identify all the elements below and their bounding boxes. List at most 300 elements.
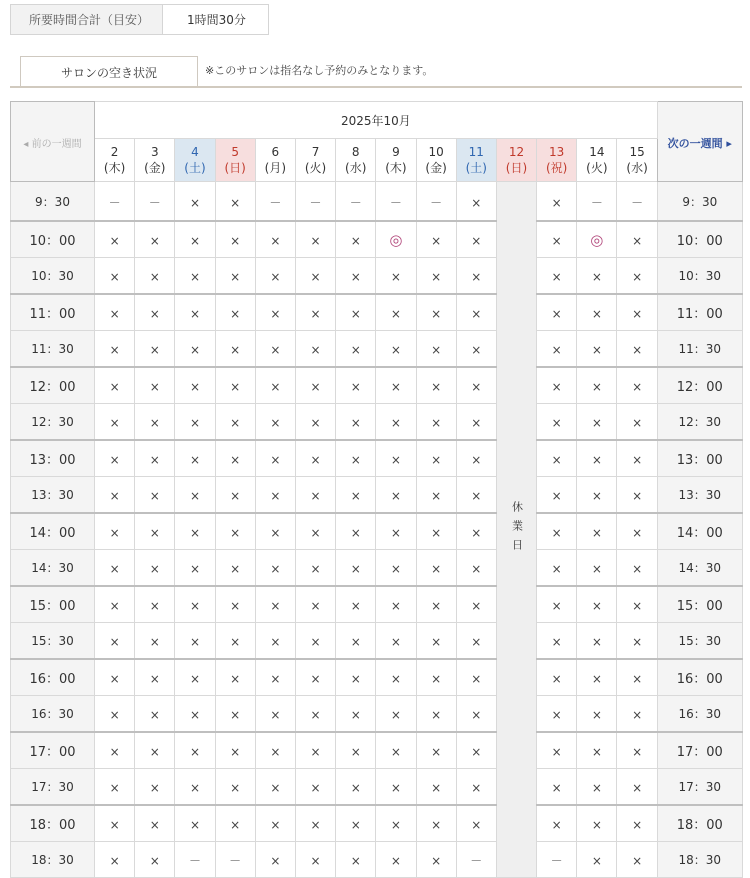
slot-mark: × bbox=[189, 234, 200, 248]
slot-mark: × bbox=[270, 599, 281, 613]
slot-cell bbox=[255, 513, 295, 550]
time-row bbox=[11, 696, 743, 733]
slot-mark: × bbox=[109, 708, 120, 722]
day-header bbox=[295, 139, 335, 182]
slot-mark: × bbox=[551, 270, 562, 284]
slot-mark: × bbox=[109, 526, 120, 540]
slot-mark: × bbox=[310, 307, 321, 321]
slot-cell bbox=[416, 659, 456, 696]
slot-cell bbox=[255, 805, 295, 842]
slot-mark: × bbox=[551, 562, 562, 576]
slot-cell bbox=[215, 440, 255, 477]
slot-cell bbox=[537, 440, 577, 477]
slot-cell bbox=[336, 258, 376, 295]
slot-cell bbox=[577, 258, 617, 295]
slot-mark: × bbox=[632, 854, 643, 868]
slot-cell bbox=[456, 294, 496, 331]
day-number: 8 bbox=[351, 145, 360, 159]
slot-cell bbox=[617, 367, 657, 404]
time-label: 15：30 bbox=[657, 623, 742, 660]
slot-cell bbox=[577, 367, 617, 404]
slot-cell bbox=[416, 805, 456, 842]
slot-cell bbox=[295, 842, 335, 878]
slot-mark: × bbox=[189, 818, 200, 832]
slot-mark: × bbox=[350, 380, 361, 394]
slot-cell bbox=[577, 550, 617, 587]
slot-mark: × bbox=[149, 781, 160, 795]
slot-mark: × bbox=[109, 635, 120, 649]
available-slot[interactable] bbox=[376, 221, 416, 258]
slot-mark: × bbox=[350, 234, 361, 248]
day-header bbox=[577, 139, 617, 182]
slot-mark: × bbox=[310, 234, 321, 248]
day-number: 4 bbox=[191, 145, 199, 159]
slot-cell bbox=[376, 842, 416, 878]
time-label: 10：30 bbox=[11, 258, 95, 295]
time-row bbox=[11, 769, 743, 806]
slot-cell bbox=[135, 221, 175, 258]
slot-cell bbox=[537, 586, 577, 623]
slot-cell bbox=[456, 659, 496, 696]
slot-cell bbox=[135, 623, 175, 660]
slot-cell bbox=[175, 696, 215, 733]
slot-mark: × bbox=[632, 562, 643, 576]
slot-mark: × bbox=[149, 270, 160, 284]
slot-cell bbox=[416, 732, 456, 769]
day-number: 2 bbox=[110, 145, 119, 159]
slot-mark: × bbox=[390, 562, 401, 576]
slot-mark: × bbox=[632, 781, 643, 795]
slot-mark: × bbox=[390, 416, 401, 430]
slot-cell bbox=[376, 623, 416, 660]
slot-mark: × bbox=[230, 562, 241, 576]
day-of-week: (土) bbox=[184, 161, 206, 175]
slot-mark: － bbox=[229, 854, 242, 868]
slot-cell bbox=[336, 769, 376, 806]
slot-mark: × bbox=[149, 562, 160, 576]
slot-mark: × bbox=[551, 526, 562, 540]
next-week-label: 次の一週間 ▸ bbox=[667, 137, 732, 150]
slot-mark: × bbox=[310, 380, 321, 394]
slot-mark: × bbox=[310, 343, 321, 357]
slot-mark: × bbox=[270, 234, 281, 248]
day-of-week: (木) bbox=[103, 161, 126, 175]
slot-mark: × bbox=[431, 708, 442, 722]
slot-mark: × bbox=[230, 489, 241, 503]
slot-cell bbox=[255, 182, 295, 222]
slot-mark: × bbox=[189, 380, 200, 394]
slot-cell bbox=[175, 404, 215, 441]
slot-cell bbox=[295, 440, 335, 477]
slot-mark: × bbox=[632, 818, 643, 832]
day-header-row bbox=[11, 139, 743, 182]
slot-mark: × bbox=[431, 599, 442, 613]
slot-mark: × bbox=[270, 453, 281, 467]
slot-mark: × bbox=[270, 745, 281, 759]
slot-mark: × bbox=[189, 526, 200, 540]
time-label: 18：00 bbox=[11, 805, 95, 842]
slot-mark: × bbox=[149, 416, 160, 430]
slot-mark: × bbox=[632, 234, 643, 248]
time-label: 14：30 bbox=[11, 550, 95, 587]
time-label: 13：30 bbox=[657, 477, 742, 514]
slot-cell bbox=[95, 440, 135, 477]
day-of-week: (月) bbox=[264, 161, 287, 175]
slot-cell bbox=[175, 367, 215, 404]
slot-cell bbox=[255, 294, 295, 331]
day-of-week: (木) bbox=[385, 161, 407, 175]
slot-cell bbox=[215, 331, 255, 368]
slot-mark: × bbox=[551, 307, 562, 321]
slot-mark: × bbox=[350, 270, 361, 284]
slot-cell bbox=[456, 367, 496, 404]
slot-mark: × bbox=[431, 635, 442, 649]
time-label: 14：00 bbox=[11, 513, 95, 550]
closed-day-cell: 休業日 bbox=[496, 182, 536, 878]
slot-cell bbox=[376, 659, 416, 696]
slot-mark: × bbox=[149, 526, 160, 540]
slot-cell bbox=[295, 182, 335, 222]
slot-cell bbox=[255, 404, 295, 441]
slot-cell bbox=[577, 331, 617, 368]
slot-mark: × bbox=[270, 854, 281, 868]
slot-cell bbox=[135, 331, 175, 368]
slot-cell bbox=[295, 696, 335, 733]
slot-mark: × bbox=[189, 562, 200, 576]
time-label: 10：30 bbox=[657, 258, 742, 295]
time-label: 12：30 bbox=[11, 404, 95, 441]
slot-mark: × bbox=[310, 635, 321, 649]
slot-mark: × bbox=[230, 416, 241, 430]
slot-mark: × bbox=[109, 672, 120, 686]
slot-cell bbox=[135, 182, 175, 222]
slot-cell bbox=[255, 331, 295, 368]
designation-note: ※このサロンは指名なし予約のみとなります。 bbox=[205, 64, 434, 77]
slot-cell bbox=[135, 440, 175, 477]
slot-cell bbox=[416, 769, 456, 806]
slot-mark: × bbox=[230, 380, 241, 394]
slot-cell bbox=[416, 842, 456, 878]
time-row bbox=[11, 182, 743, 222]
slot-cell bbox=[376, 586, 416, 623]
slot-mark: × bbox=[632, 599, 643, 613]
slot-mark: × bbox=[310, 453, 321, 467]
slot-cell bbox=[617, 477, 657, 514]
slot-mark: × bbox=[471, 781, 482, 795]
slot-mark: × bbox=[632, 526, 643, 540]
slot-mark: × bbox=[551, 489, 562, 503]
slot-mark: × bbox=[189, 195, 200, 210]
slot-cell bbox=[617, 513, 657, 550]
slot-mark: × bbox=[471, 416, 482, 430]
slot-mark: × bbox=[431, 745, 442, 759]
slot-cell bbox=[537, 732, 577, 769]
slot-mark: × bbox=[310, 854, 321, 868]
slot-mark: － bbox=[430, 195, 443, 210]
slot-cell bbox=[617, 331, 657, 368]
slot-mark: × bbox=[591, 781, 602, 795]
slot-mark: × bbox=[390, 380, 401, 394]
slot-mark: × bbox=[551, 453, 562, 467]
slot-mark: × bbox=[270, 562, 281, 576]
slot-mark: × bbox=[471, 453, 482, 467]
slot-mark: × bbox=[149, 380, 160, 394]
slot-cell bbox=[255, 221, 295, 258]
slot-mark: × bbox=[551, 416, 562, 430]
slot-cell bbox=[416, 258, 456, 295]
available-mark: ◎ bbox=[590, 231, 604, 249]
slot-mark: － bbox=[470, 854, 483, 868]
slot-mark: － bbox=[590, 195, 603, 210]
slot-mark: × bbox=[230, 745, 241, 759]
slot-cell bbox=[215, 294, 255, 331]
slot-cell bbox=[135, 696, 175, 733]
day-header bbox=[255, 139, 295, 182]
day-header bbox=[416, 139, 456, 182]
day-header bbox=[456, 139, 496, 182]
slot-cell bbox=[577, 477, 617, 514]
slot-cell bbox=[376, 182, 416, 222]
slot-mark: × bbox=[230, 453, 241, 467]
time-label: 14：30 bbox=[657, 550, 742, 587]
slot-mark: × bbox=[390, 672, 401, 686]
slot-mark: × bbox=[310, 416, 321, 430]
slot-cell bbox=[416, 550, 456, 587]
slot-mark: × bbox=[591, 526, 602, 540]
slot-cell bbox=[376, 440, 416, 477]
slot-mark: × bbox=[149, 234, 160, 248]
day-of-week: (日) bbox=[505, 161, 528, 175]
slot-cell bbox=[295, 477, 335, 514]
slot-cell bbox=[336, 440, 376, 477]
slot-mark: × bbox=[471, 307, 482, 321]
slot-cell bbox=[95, 182, 135, 222]
tab-salon-availability[interactable]: サロンの空き状況 bbox=[20, 56, 198, 87]
time-label: 17：30 bbox=[11, 769, 95, 806]
slot-mark: × bbox=[431, 781, 442, 795]
slot-cell bbox=[135, 732, 175, 769]
day-of-week: (日) bbox=[224, 161, 246, 175]
day-of-week: (祝) bbox=[545, 161, 568, 175]
slot-cell bbox=[215, 659, 255, 696]
time-row bbox=[11, 294, 743, 331]
slot-cell bbox=[215, 696, 255, 733]
slot-mark: × bbox=[632, 635, 643, 649]
slot-cell bbox=[577, 732, 617, 769]
slot-cell bbox=[456, 440, 496, 477]
slot-mark: × bbox=[270, 489, 281, 503]
slot-cell bbox=[376, 367, 416, 404]
available-slot[interactable] bbox=[577, 221, 617, 258]
slot-cell bbox=[617, 696, 657, 733]
slot-cell bbox=[295, 331, 335, 368]
slot-cell bbox=[537, 513, 577, 550]
slot-cell bbox=[537, 842, 577, 878]
slot-mark: × bbox=[390, 599, 401, 613]
slot-cell bbox=[175, 805, 215, 842]
slot-cell bbox=[295, 805, 335, 842]
slot-cell bbox=[617, 769, 657, 806]
day-of-week: (火) bbox=[304, 161, 327, 175]
slot-mark: × bbox=[632, 270, 643, 284]
slot-cell bbox=[376, 404, 416, 441]
day-header bbox=[537, 139, 577, 182]
slot-mark: × bbox=[270, 818, 281, 832]
slot-mark: × bbox=[149, 854, 160, 868]
time-row bbox=[11, 805, 743, 842]
slot-cell bbox=[135, 367, 175, 404]
slot-cell bbox=[215, 586, 255, 623]
slot-cell bbox=[175, 294, 215, 331]
time-row bbox=[11, 623, 743, 660]
slot-mark: × bbox=[390, 453, 401, 467]
slot-cell bbox=[617, 659, 657, 696]
slot-mark: × bbox=[350, 854, 361, 868]
slot-mark: × bbox=[270, 380, 281, 394]
slot-mark: × bbox=[270, 307, 281, 321]
slot-mark: × bbox=[390, 526, 401, 540]
slot-cell bbox=[416, 221, 456, 258]
slot-mark: × bbox=[310, 781, 321, 795]
slot-cell bbox=[376, 513, 416, 550]
slot-mark: × bbox=[591, 818, 602, 832]
slot-cell bbox=[215, 623, 255, 660]
slot-cell bbox=[295, 769, 335, 806]
day-header bbox=[215, 139, 255, 182]
day-of-week: (金) bbox=[144, 161, 166, 175]
slot-cell bbox=[135, 513, 175, 550]
day-number: 14 bbox=[589, 145, 605, 159]
slot-mark: × bbox=[431, 270, 442, 284]
time-label: 17：00 bbox=[11, 732, 95, 769]
time-label: 13：00 bbox=[657, 440, 742, 477]
day-header bbox=[617, 139, 657, 182]
slot-mark: × bbox=[189, 708, 200, 722]
next-week-link[interactable] bbox=[657, 102, 742, 182]
time-row bbox=[11, 477, 743, 514]
slot-cell bbox=[95, 842, 135, 878]
slot-cell bbox=[336, 550, 376, 587]
slot-mark: × bbox=[591, 562, 602, 576]
day-header bbox=[175, 139, 215, 182]
time-label: 12：30 bbox=[657, 404, 742, 441]
slot-mark: × bbox=[431, 818, 442, 832]
day-of-week: (土) bbox=[465, 161, 487, 175]
slot-mark: － bbox=[550, 854, 563, 868]
day-of-week: (火) bbox=[586, 161, 608, 175]
slot-cell bbox=[456, 623, 496, 660]
time-row bbox=[11, 404, 743, 441]
slot-mark: × bbox=[149, 307, 160, 321]
slot-mark: × bbox=[471, 195, 482, 210]
slot-mark: × bbox=[471, 270, 482, 284]
slot-cell bbox=[416, 696, 456, 733]
slot-cell bbox=[295, 221, 335, 258]
slot-mark: × bbox=[350, 781, 361, 795]
slot-cell bbox=[175, 513, 215, 550]
slot-cell bbox=[456, 477, 496, 514]
slot-cell bbox=[617, 550, 657, 587]
slot-mark: × bbox=[230, 526, 241, 540]
slot-mark: × bbox=[149, 343, 160, 357]
slot-cell bbox=[416, 586, 456, 623]
slot-cell bbox=[577, 294, 617, 331]
slot-cell bbox=[537, 659, 577, 696]
day-of-week: (水) bbox=[345, 161, 367, 175]
slot-mark: × bbox=[109, 343, 120, 357]
slot-mark: × bbox=[591, 380, 602, 394]
day-header bbox=[95, 139, 135, 182]
time-label: 11：30 bbox=[11, 331, 95, 368]
slot-mark: × bbox=[109, 489, 120, 503]
slot-cell bbox=[456, 842, 496, 878]
day-header bbox=[336, 139, 376, 182]
slot-cell bbox=[336, 586, 376, 623]
slot-cell bbox=[376, 732, 416, 769]
slot-mark: × bbox=[310, 599, 321, 613]
slot-mark: × bbox=[632, 672, 643, 686]
slot-mark: × bbox=[230, 818, 241, 832]
slot-mark: × bbox=[149, 672, 160, 686]
slot-mark: × bbox=[591, 599, 602, 613]
slot-cell bbox=[577, 182, 617, 222]
slot-cell bbox=[135, 477, 175, 514]
slot-cell bbox=[175, 659, 215, 696]
slot-cell bbox=[135, 294, 175, 331]
slot-cell bbox=[456, 696, 496, 733]
slot-mark: × bbox=[230, 343, 241, 357]
slot-cell bbox=[577, 586, 617, 623]
slot-cell bbox=[577, 659, 617, 696]
slot-mark: × bbox=[431, 234, 442, 248]
slot-cell bbox=[215, 367, 255, 404]
time-row bbox=[11, 550, 743, 587]
slot-mark: × bbox=[350, 526, 361, 540]
slot-mark: × bbox=[230, 672, 241, 686]
slot-cell bbox=[95, 331, 135, 368]
slot-mark: × bbox=[431, 854, 442, 868]
slot-cell bbox=[456, 258, 496, 295]
slot-mark: × bbox=[310, 745, 321, 759]
slot-cell bbox=[135, 586, 175, 623]
slot-cell bbox=[577, 696, 617, 733]
slot-cell bbox=[617, 732, 657, 769]
slot-mark: × bbox=[350, 708, 361, 722]
slot-cell bbox=[336, 294, 376, 331]
time-label: 16：00 bbox=[657, 659, 742, 696]
slot-mark: － bbox=[148, 195, 161, 210]
slot-mark: × bbox=[390, 270, 401, 284]
slot-mark: × bbox=[431, 380, 442, 394]
slot-mark: × bbox=[350, 672, 361, 686]
slot-mark: × bbox=[431, 526, 442, 540]
slot-cell bbox=[175, 182, 215, 222]
slot-mark: × bbox=[270, 708, 281, 722]
prev-week-link[interactable] bbox=[11, 102, 95, 182]
slot-mark: × bbox=[431, 453, 442, 467]
slot-mark: × bbox=[431, 343, 442, 357]
slot-cell bbox=[416, 477, 456, 514]
slot-mark: × bbox=[109, 599, 120, 613]
slot-cell bbox=[336, 732, 376, 769]
required-time-label: 所要時間合計（目安） bbox=[11, 5, 163, 35]
slot-mark: × bbox=[390, 854, 401, 868]
slot-cell bbox=[416, 404, 456, 441]
slot-mark: × bbox=[431, 307, 442, 321]
slot-cell bbox=[456, 732, 496, 769]
slot-mark: × bbox=[189, 416, 200, 430]
slot-mark: × bbox=[310, 562, 321, 576]
